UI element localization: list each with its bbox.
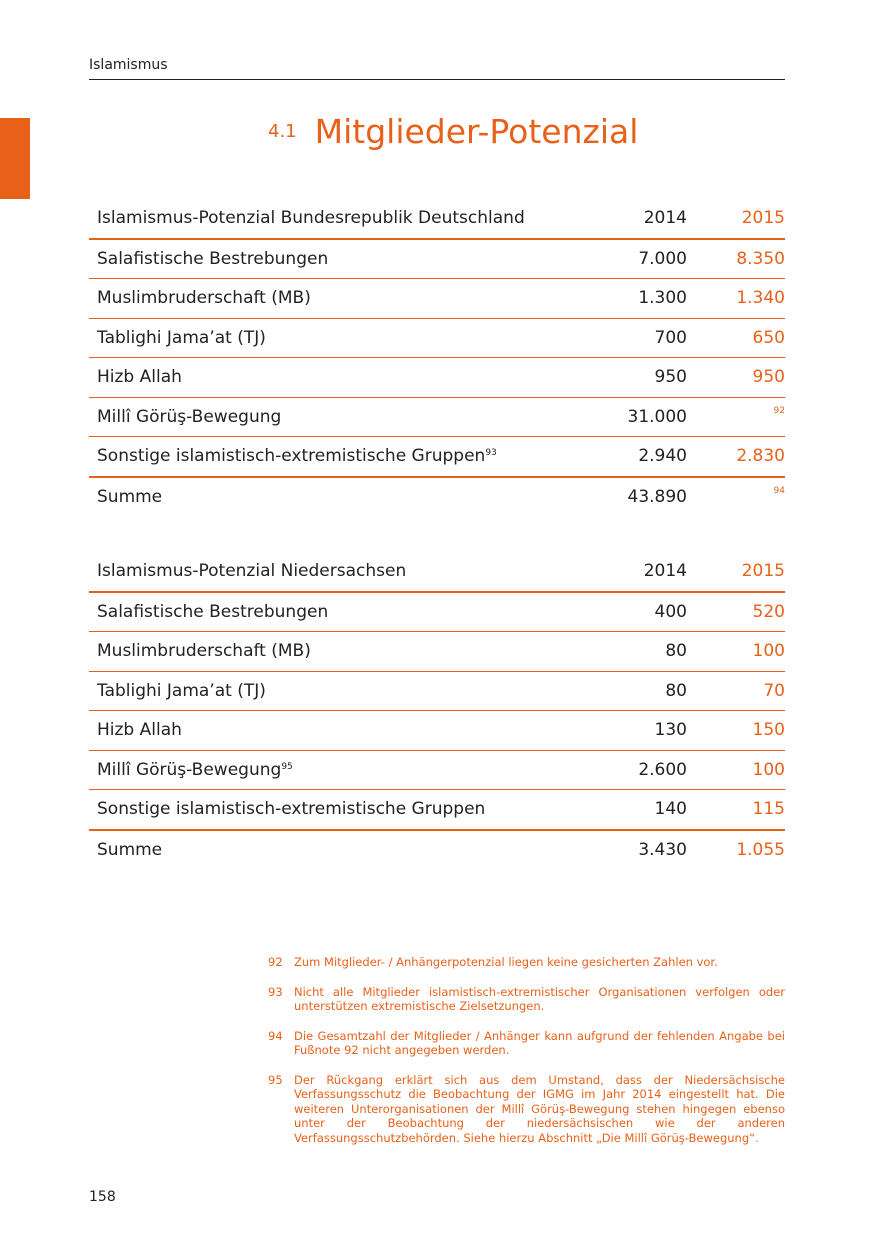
value-2014: 130 [537,711,687,751]
row-label: Tablighi Jama’at (TJ) [89,318,537,358]
table-row [89,397,785,437]
sum-2014: 3.430 [638,839,687,860]
col-2014-header: 2014 [537,552,687,592]
value-2015: 100 [687,750,785,790]
sum-2015 [687,477,785,517]
table-row [89,279,785,319]
footnote [268,1073,785,1146]
header-divider [89,79,785,80]
table-row [89,711,785,751]
value-2014: 2.940 [537,437,687,477]
footnotes [268,955,785,1160]
value-2014: 80 [537,632,687,672]
row-label: Sonstige islamistisch-extremistische Gruppen [89,790,537,830]
section-number: 4.1 [268,121,297,142]
value-2014: 700 [537,318,687,358]
sum-2014: 43.890 [627,486,687,507]
row-label: Tablighi Jama’at (TJ) [89,671,537,711]
table-row [89,632,785,672]
footnote-ref[interactable]: 92 [773,405,785,416]
table-row [89,318,785,358]
row-label: Millî Görüş-Bewegung$^{95}$ [89,750,537,790]
col-2015-header: 2015 [687,199,785,239]
footnote-text: Zum Mitglieder- / Anhängerpotenzial liegen keine gesicherten Zahlen vor. [294,955,718,969]
row-label: Salafistische Bestrebungen [89,239,537,279]
footnote-ref[interactable]: 94 [773,485,785,496]
footnote-text: Die Gesamtzahl der Mitglieder / Anhänger kann aufgrund der fehlenden Angabe bei Fußnote 92 nicht angegeben werden. [294,1028,785,1057]
sum-label: Summe [97,486,163,507]
table-row [89,592,785,632]
sum-row [89,830,785,870]
value-2014: 400 [537,592,687,632]
sum-label: Summe [97,839,163,860]
table-row [89,239,785,279]
value-2015: 520 [687,592,785,632]
footnote-number: 95 [268,1072,283,1087]
value-2014: 140 [537,790,687,830]
footnote-number: 93 [268,984,283,999]
row-label: Hizb Allah [89,358,537,398]
value-2015: 8.350 [687,239,785,279]
section-title [268,112,638,151]
value-2014: 950 [537,358,687,398]
value-2015: 950 [687,358,785,398]
table-header-row [89,199,785,239]
footnote-ref[interactable]: 95 [281,761,293,772]
value-2014: 31.000 [537,397,687,437]
col-2015-header: 2015 [687,552,785,592]
table-bund [89,199,785,516]
row-label: Muslimbruderschaft (MB) [89,632,537,672]
value-2014: 7.000 [537,239,687,279]
col-2014-header: 2014 [537,199,687,239]
table-header-row [89,552,785,592]
footnote-number: 92 [268,955,283,969]
table-heading: Islamismus-Potenzial Bundesrepublik Deutschland [89,199,537,239]
value-2015: 150 [687,711,785,751]
value-2015: 650 [687,318,785,358]
sum-row [89,477,785,517]
table-niedersachsen [89,552,785,869]
page-number: 158 [89,1189,116,1205]
row-label: Hizb Allah [89,711,537,751]
value-2014: 2.600 [537,750,687,790]
table-row [89,790,785,830]
table-row [89,750,785,790]
table-row [89,671,785,711]
chapter-marker-tab [0,118,30,199]
running-header: Islamismus [89,57,168,73]
value-2015: 115 [687,790,785,830]
footnote [268,955,785,970]
row-label: Salafistische Bestrebungen [89,592,537,632]
value-2014: 1.300 [537,279,687,319]
row-label: Sonstige islamistisch-extremistische Gruppen$^{93}$ [89,437,537,477]
table-row [89,358,785,398]
table-heading: Islamismus-Potenzial Niedersachsen [89,552,537,592]
row-label: Muslimbruderschaft (MB) [89,279,537,319]
value-2015: 100 [687,632,785,672]
value-2014: 80 [537,671,687,711]
footnote [268,985,785,1014]
footnote-text: Der Rückgang erklärt sich aus dem Umstand, dass der Niedersächsische Verfassungsschutz die Beobachtung der IGMG im Jahr 2014 eingestellt hat. Die weiteren Unterorganisationen der Millî Görüş-Bewegung stehen hingegen ebenso unter der Beobachtung der niedersächsischen wie der anderen Verfassungsschutzbehörden. Siehe hierzu Abschnitt „Die Millî Görüş-Bewegung“. [294,1072,785,1145]
section-title-text: Mitglieder-Potenzial [314,112,639,151]
footnote [268,1029,785,1058]
footnote-ref[interactable]: 93 [485,448,497,459]
table-row [89,437,785,477]
row-label: Millî Görüş-Bewegung [89,397,537,437]
value-2015: 2.830 [687,437,785,477]
sum-2015: 1.055 [736,839,785,860]
value-2015: 1.340 [687,279,785,319]
value-2015 [687,397,785,437]
value-2015: 70 [687,671,785,711]
footnote-text: Nicht alle Mitglieder islamistisch-extremistischer Organisationen verfolgen oder unterstützen extremistische Zielsetzungen. [294,984,785,1013]
footnote-number: 94 [268,1028,283,1043]
